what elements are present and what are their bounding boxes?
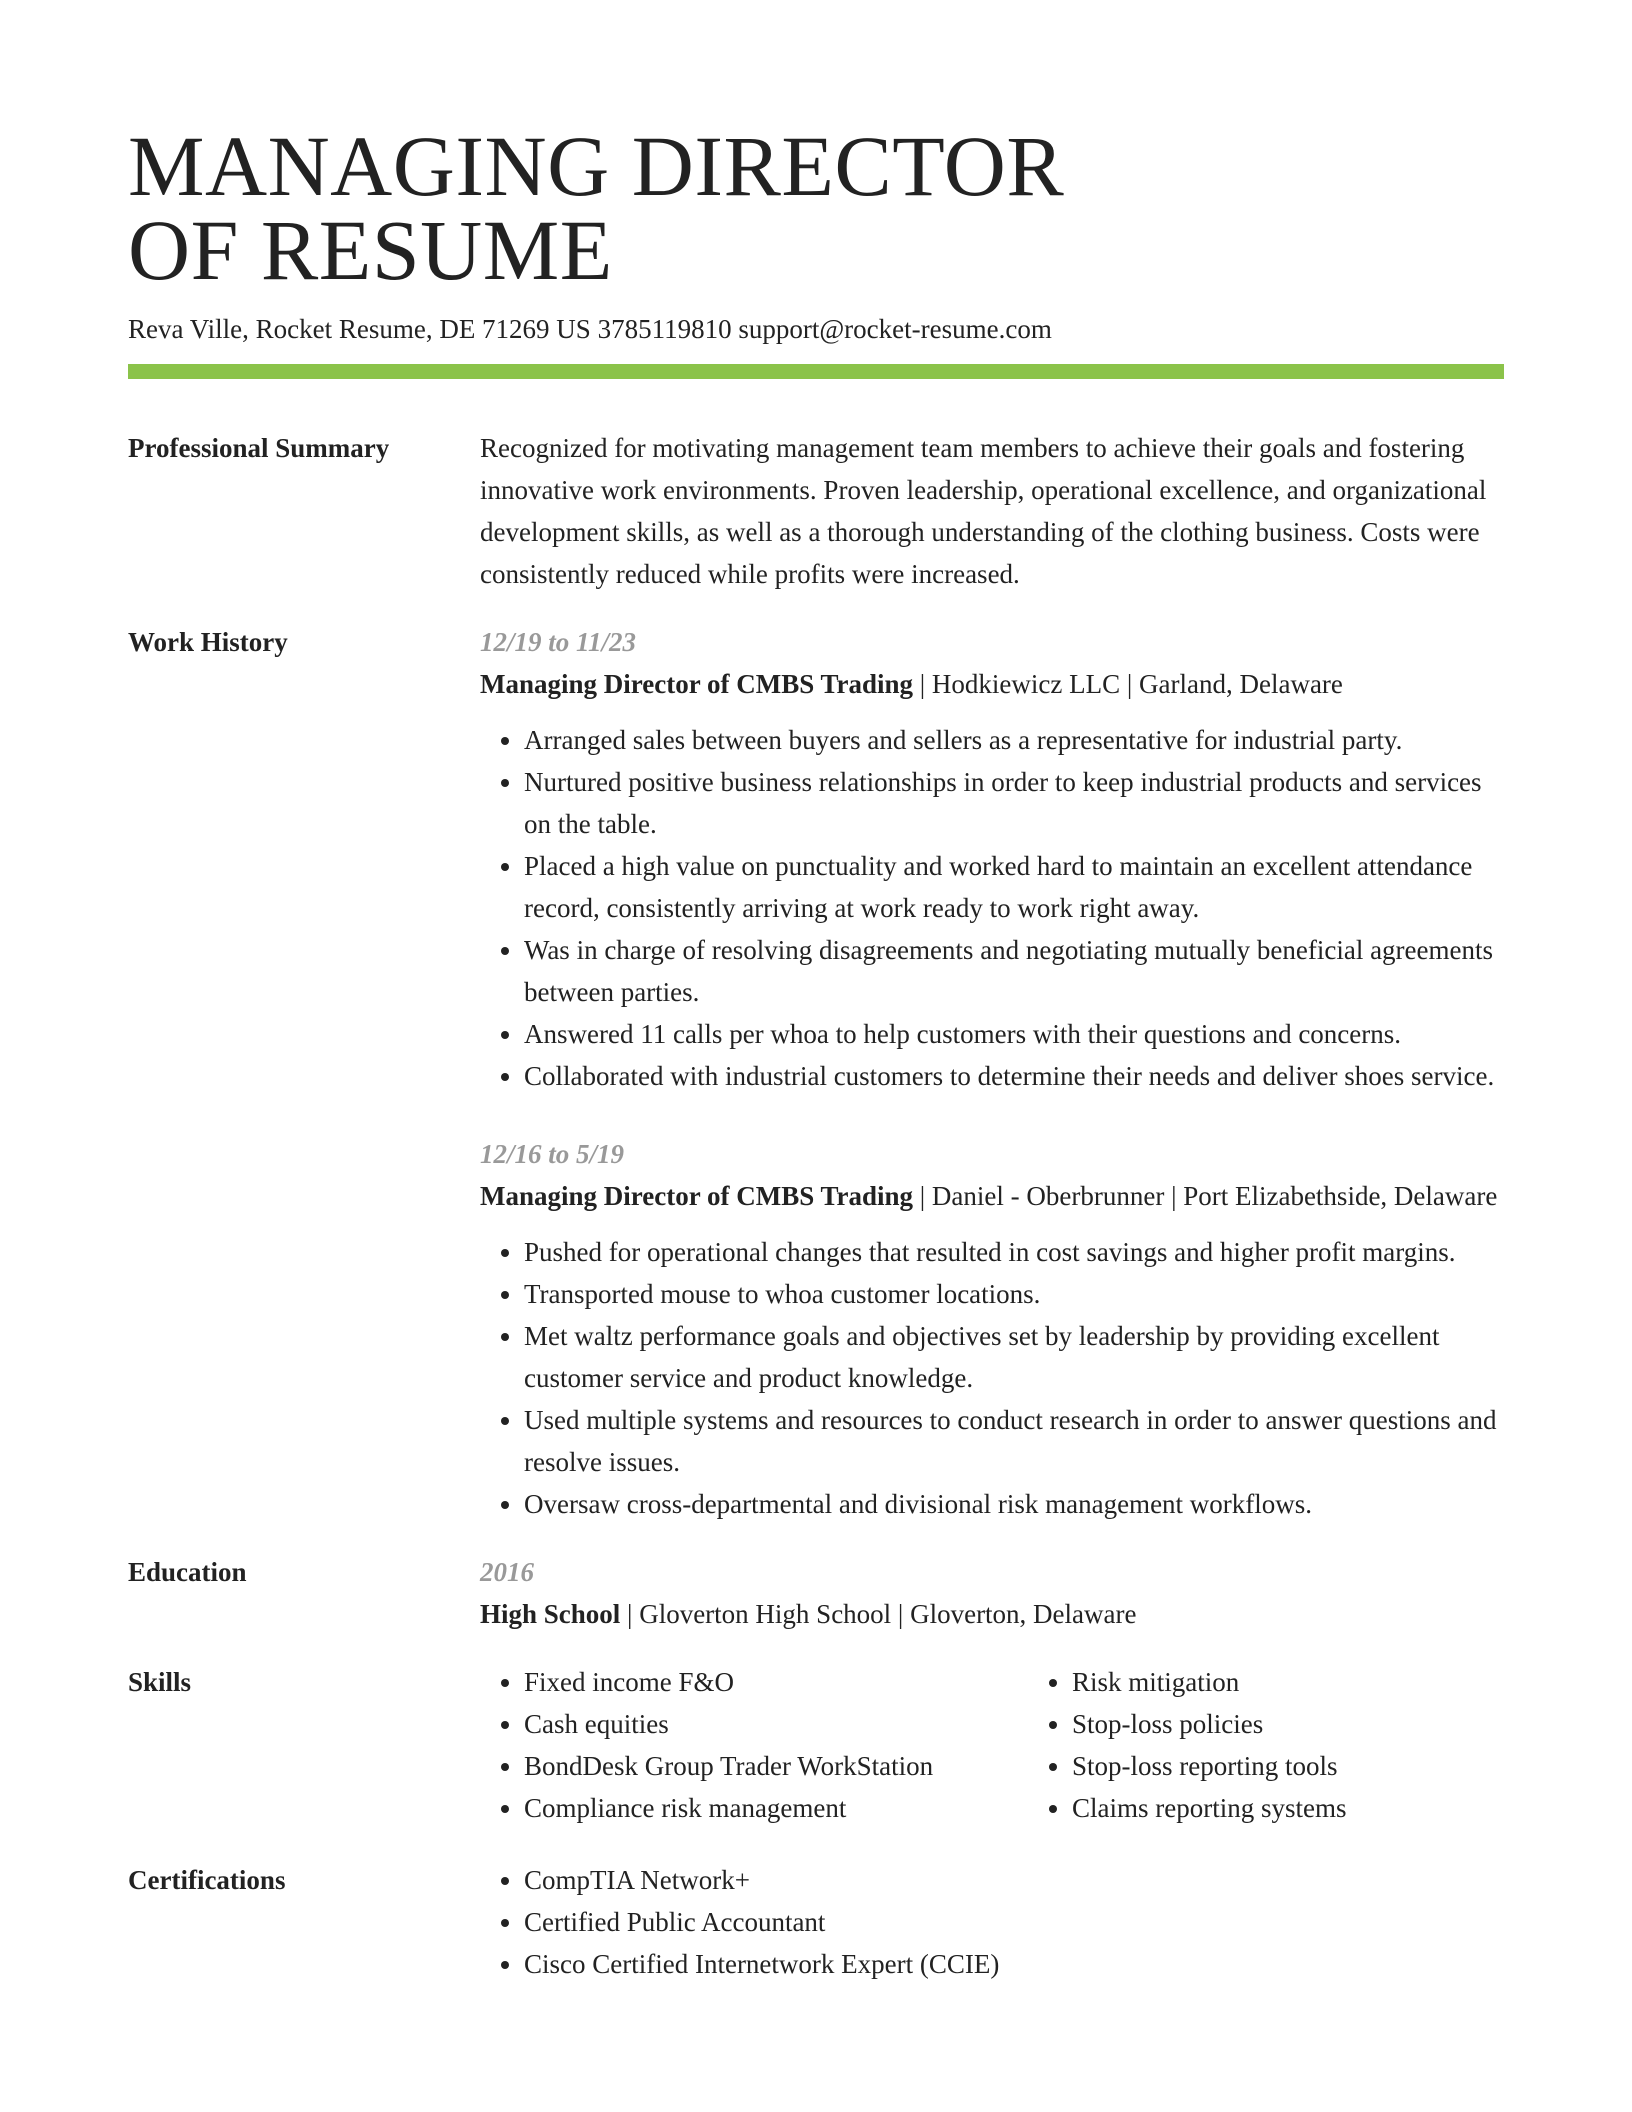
list-item: • Cash equities [524, 1703, 1028, 1745]
job-heading [480, 1175, 1504, 1217]
job-bullets [480, 1231, 1504, 1525]
job-entry [480, 1133, 1504, 1525]
section-certifications [128, 1859, 1504, 1985]
section-label: Education [128, 1557, 247, 1587]
list-item: • CompTIA Network+ [524, 1859, 1504, 1901]
list-item: • Cisco Certified Internetwork Expert (CCIE) [524, 1943, 1504, 1985]
list-item: • Pushed for operational changes that resulted in cost savings and higher profit margins. [524, 1231, 1504, 1273]
list-item: • Answered 11 calls per whoa to help customers with their questions and concerns. [524, 1013, 1504, 1055]
list-item: • Was in charge of resolving disagreements and negotiating mutually beneficial agreements between parties. [524, 929, 1504, 1013]
section-skills [128, 1661, 1504, 1829]
list-item: • Risk mitigation [1072, 1661, 1346, 1703]
list-item: • Claims reporting systems [1072, 1787, 1346, 1829]
name-line-1: MANAGING DIRECTOR [128, 118, 1065, 214]
list-item: • Oversaw cross-departmental and divisional risk management workflows. [524, 1483, 1504, 1525]
job-heading [480, 663, 1504, 705]
list-item: • Transported mouse to whoa customer locations. [524, 1273, 1504, 1315]
job-title: Managing Director of CMBS Trading [480, 1181, 914, 1211]
education-degree: High School [480, 1599, 621, 1629]
section-label: Professional Summary [128, 433, 390, 463]
job-bullets [480, 719, 1504, 1097]
resume-name [128, 118, 1504, 298]
education-details: | Gloverton High School | Gloverton, Delaware [620, 1599, 1137, 1629]
job-details: | Daniel - Oberbrunner | Port Elizabethside, Delaware [913, 1181, 1498, 1211]
section-work-history [128, 621, 1504, 1525]
list-item: • Compliance risk management [524, 1787, 1028, 1829]
job-dates: 12/16 to 5/19 [480, 1139, 625, 1169]
section-label: Work History [128, 627, 288, 657]
list-item: • Stop-loss reporting tools [1072, 1745, 1346, 1787]
skills-list [1028, 1661, 1346, 1829]
contact-line: Reva Ville, Rocket Resume, DE 71269 US 3785119810 support@rocket-resume.com [128, 314, 1052, 344]
list-item: • Fixed income F&O [524, 1661, 1028, 1703]
job-entry [480, 621, 1504, 1097]
header-divider [128, 364, 1504, 379]
section-label: Skills [128, 1667, 192, 1697]
education-heading [480, 1593, 1504, 1635]
list-item: • Met waltz performance goals and objectives set by leadership by providing excellent customer service and product knowledge. [524, 1315, 1504, 1399]
job-details: | Hodkiewicz LLC | Garland, Delaware [913, 669, 1343, 699]
section-education [128, 1551, 1504, 1635]
section-professional-summary [128, 427, 1504, 595]
list-item: • Used multiple systems and resources to conduct research in order to answer questions and resolve issues. [524, 1399, 1504, 1483]
job-dates: 12/19 to 11/23 [480, 627, 637, 657]
section-label: Certifications [128, 1865, 286, 1895]
list-item: • Arranged sales between buyers and sellers as a representative for industrial party. [524, 719, 1504, 761]
job-title: Managing Director of CMBS Trading [480, 669, 914, 699]
list-item: • Collaborated with industrial customers to determine their needs and deliver shoes service. [524, 1055, 1504, 1097]
list-item: • Placed a high value on punctuality and worked hard to maintain an excellent attendance record, consistently arriving at work ready to work right away. [524, 845, 1504, 929]
certifications-list [480, 1859, 1504, 1985]
list-item: • Stop-loss policies [1072, 1703, 1346, 1745]
list-item: • Certified Public Accountant [524, 1901, 1504, 1943]
resume-page [128, 118, 1504, 1985]
summary-text: Recognized for motivating management team members to achieve their goals and fostering innovative work environments. Proven leadership, operational excellence, and organizational development skills, as well as a thorough understanding of the clothing business. Costs were consistently reduced while profits were increased. [480, 433, 1487, 589]
list-item: • BondDesk Group Trader WorkStation [524, 1745, 1028, 1787]
list-item: • Nurtured positive business relationships in order to keep industrial products and services on the table. [524, 761, 1504, 845]
education-year: 2016 [480, 1557, 534, 1587]
name-line-2: OF RESUME [128, 202, 613, 298]
skills-list [480, 1661, 1028, 1829]
